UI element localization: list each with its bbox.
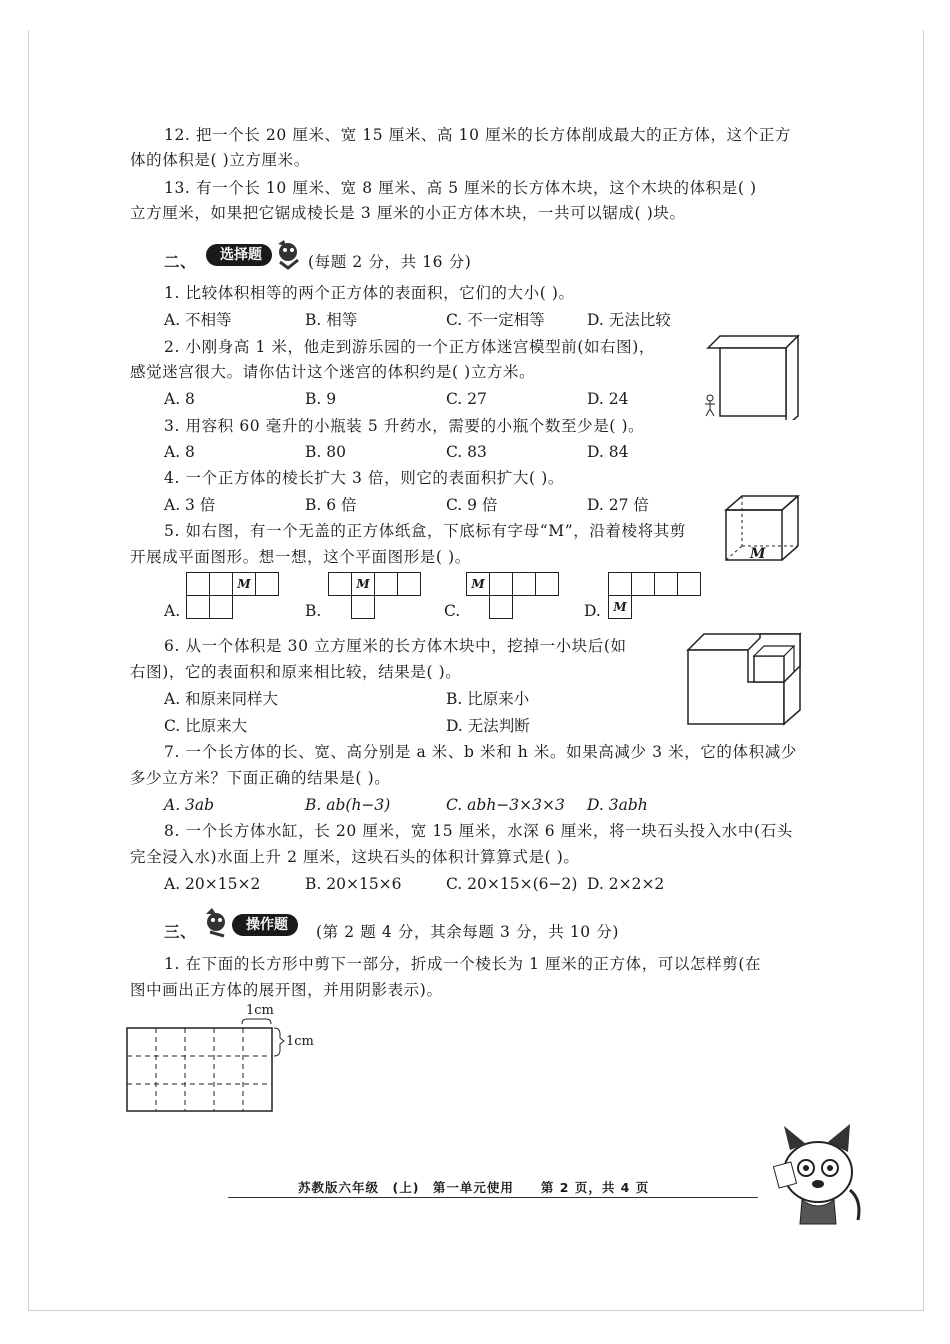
- q2-5-option-b: B.: [305, 602, 322, 620]
- q2-2-option-a: A. 8: [164, 390, 195, 408]
- cut-block-figure: [684, 630, 804, 730]
- page-footer: 苏教版六年级 (上) 第一单元使用 第 2 页，共 4 页: [298, 1180, 650, 1195]
- cartoon-mascot-icon: [200, 906, 234, 940]
- q2-3-option-c: C. 83: [446, 443, 487, 461]
- q2-8-line1: 8. 一个长方体水缸，长 20 厘米，宽 15 厘米，水深 6 厘米，将一块石头投入水中(石头: [164, 822, 793, 840]
- footer-rule: [228, 1197, 758, 1198]
- question-12-line2: 体的体积是( )立方厘米。: [130, 151, 310, 169]
- q2-8-option-c: C. 20×15×(6−2): [446, 875, 578, 893]
- q2-7-line2: 多少立方米？下面正确的结果是( )。: [130, 769, 391, 787]
- q2-8-option-a: A. 20×15×2: [164, 875, 261, 893]
- question-13-line1: 13. 有一个长 10 厘米、宽 8 厘米、高 5 厘米的长方体木块，这个木块的体积是( ): [164, 179, 757, 197]
- q2-4-text: 4. 一个正方体的棱长扩大 3 倍，则它的表面积扩大( )。: [164, 469, 564, 487]
- q2-3-text: 3. 用容积 60 毫升的小瓶装 5 升药水，需要的小瓶个数至少是( )。: [164, 417, 645, 435]
- q2-3-option-a: A. 8: [164, 443, 195, 461]
- q2-6-option-b: B. 比原来小: [446, 690, 530, 708]
- q2-5-option-c: C.: [444, 602, 461, 620]
- dimension-label-right: 1cm: [286, 1034, 314, 1049]
- q2-5-option-d: D.: [584, 602, 601, 620]
- section-2-badge: 选择题: [206, 244, 272, 266]
- grid-rectangle: [124, 1014, 288, 1114]
- section-3-badge: 操作题: [232, 914, 298, 936]
- q2-1-option-c: C. 不一定相等: [446, 311, 545, 329]
- maze-cube-figure: [700, 326, 804, 420]
- cartoon-cat-icon: [762, 1120, 872, 1230]
- q2-7-option-c: C. abh−3×3×3: [446, 796, 565, 814]
- q2-7-line1: 7. 一个长方体的长、宽、高分别是 a 米、b 米和 h 米。如果高减少 3 米，它的体积减少: [164, 743, 797, 761]
- cartoon-mascot-icon: [272, 238, 306, 270]
- q2-6-option-c: C. 比原来大: [164, 717, 248, 735]
- q2-1-text: 1. 比较体积相等的两个正方体的表面积，它们的大小( )。: [164, 284, 575, 302]
- q2-4-option-b: B. 6 倍: [305, 496, 357, 514]
- q2-8-line2: 完全浸入水)水面上升 2 厘米，这块石头的体积计算算式是( )。: [130, 848, 580, 866]
- q2-1-option-b: B. 相等: [305, 311, 358, 329]
- section-2-number: 二、: [164, 252, 197, 271]
- q2-2-option-d: D. 24: [587, 390, 629, 408]
- q2-2-option-b: B. 9: [305, 390, 337, 408]
- q2-1-option-d: D. 无法比较: [587, 311, 671, 329]
- section-3-number: 三、: [164, 922, 197, 941]
- q2-3-option-b: B. 80: [305, 443, 346, 461]
- q2-2-line1: 2. 小刚身高 1 米，他走到游乐园的一个正方体迷宫模型前(如右图)，: [164, 338, 656, 356]
- q2-5-line2: 开展成平面图形。想一想，这个平面图形是( )。: [130, 548, 471, 566]
- dimension-label-top: 1cm: [246, 1003, 274, 1018]
- q2-6-option-d: D. 无法判断: [446, 717, 530, 735]
- q2-6-option-a: A. 和原来同样大: [164, 690, 279, 708]
- q2-2-option-c: C. 27: [446, 390, 487, 408]
- q2-8-option-d: D. 2×2×2: [587, 875, 665, 893]
- box-label-m: M: [750, 546, 766, 562]
- q2-5-line1: 5. 如右图，有一个无盖的正方体纸盒，下底标有字母“M”，沿着棱将其剪: [164, 522, 686, 540]
- q2-6-line1: 6. 从一个体积是 30 立方厘米的长方体木块中，挖掉一小块后(如: [164, 637, 627, 655]
- q2-8-option-b: B. 20×15×6: [305, 875, 402, 893]
- q3-1-line2: 图中画出正方体的展开图，并用阴影表示)。: [130, 981, 443, 999]
- q2-6-line2: 右图)，它的表面积和原来相比较，结果是( )。: [130, 663, 462, 681]
- question-13-line2: 立方厘米，如果把它锯成棱长是 3 厘米的小正方体木块，一共可以锯成( )块。: [130, 204, 686, 222]
- section-2-note: (每题 2 分，共 16 分): [308, 253, 472, 271]
- q2-4-option-a: A. 3 倍: [164, 496, 216, 514]
- q2-5-option-a: A.: [164, 602, 181, 620]
- q2-4-option-d: D. 27 倍: [587, 496, 649, 514]
- q2-7-option-b: B. ab(h−3): [305, 796, 391, 814]
- section-3-note: (第 2 题 4 分，其余每题 3 分，共 10 分): [316, 923, 620, 941]
- q2-3-option-d: D. 84: [587, 443, 629, 461]
- q3-1-line1: 1. 在下面的长方形中剪下一部分，折成一个棱长为 1 厘米的正方体，可以怎样剪(在: [164, 955, 762, 973]
- question-12-line1: 12. 把一个长 20 厘米、宽 15 厘米、高 10 厘米的长方体削成最大的正方体，这个正方: [164, 126, 792, 144]
- q2-7-option-d: D. 3abh: [587, 796, 648, 814]
- q2-7-option-a: A. 3ab: [164, 796, 215, 814]
- q2-4-option-c: C. 9 倍: [446, 496, 498, 514]
- q2-2-line2: 感觉迷宫很大。请你估计这个迷宫的体积约是( )立方米。: [130, 363, 536, 381]
- q2-1-option-a: A. 不相等: [164, 311, 232, 329]
